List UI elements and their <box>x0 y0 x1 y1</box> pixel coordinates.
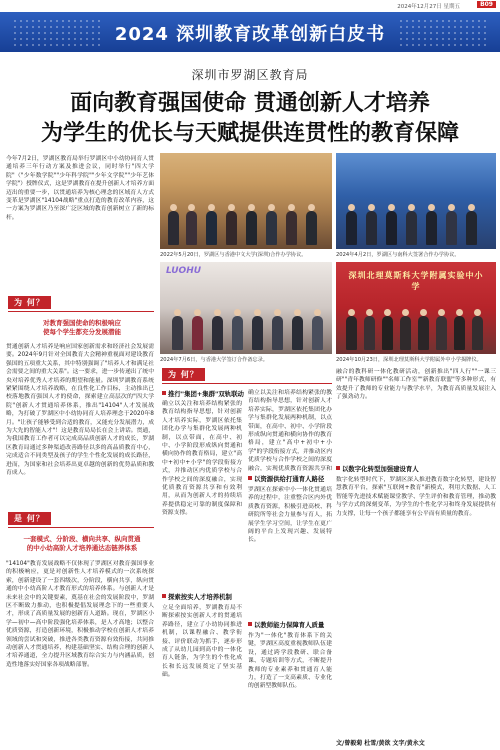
section-heading-1: 对教育强国使命的积极响应 使每个学生都充分发展潜能 <box>43 319 121 336</box>
subsection-body-talent: 立足全面培养，罗湖教育局不断探索按实创新人才的贯通培养路径，建立了小幼协同推进机制，以课程融合、教学衔接、评价联动为抓手，逐步形成了从幼儿园到高中的一体化育人链条，为学生的个性化成长和长远发展奠定了坚实基础。 <box>162 605 242 679</box>
subheading-dual-track: 推行"集团+集群"双轨联动 <box>162 389 244 398</box>
subheading-digital-transformation: 以数字化转型加强建设育人 <box>336 464 419 473</box>
lead-paragraph: 今年7月2日，罗湖区教育局举行罗湖区中小幼协同育人贯通培养三年行动方案及推进会议，同时举行"四大学院"（"少年数学院""少年科学院""少年文学院""少年艺体学院"）授牌仪式，这是罗湖教育在提升创新人才培养方面迈出的重要一步，以贯通培养为核心理念的区域育人方式变革是罗湖区"14104战略"重点打造的教育改革内容，这一方案为罗湖区乃至深广泛区域的教育创新树立了新的标杆。 <box>6 156 154 221</box>
organization-name: 深圳市罗湖区教育局 <box>191 68 309 82</box>
photo-people <box>342 203 490 245</box>
photo-people <box>166 308 326 350</box>
subheading-talent-mechanism: 探索按实人才培养机制 <box>162 592 232 601</box>
photo-signing-cuhk <box>160 153 332 249</box>
section-tag-what: 是 何？ <box>8 512 51 525</box>
section-tag-why-2: 为 何？ <box>162 368 205 381</box>
subheading-resource-supply: 以资源供给打通育人路径 <box>248 474 324 483</box>
page-meta <box>0 0 500 10</box>
banner-title: 2024 深圳教育改革创新白皮书 <box>114 24 386 45</box>
banner <box>0 12 500 52</box>
photo-caption-1: 2022年5月20日，罗湖区与香港中文大学(深圳)合作办学协议。 <box>160 252 307 258</box>
section-rule <box>162 383 332 384</box>
page-number: B09 <box>477 1 496 8</box>
photo-caption-2: 2024年4月2日，罗湖区与南科大签署合作办学协议。 <box>336 252 460 258</box>
photo-hku-memorandum <box>160 262 332 354</box>
author-credit: 文/曾毅菊 杜雪/黄欲 文字/黄永文 <box>336 740 425 747</box>
photo-signing-sustech <box>336 153 496 249</box>
luohu-wordmark: LUOHU <box>166 266 202 276</box>
right-column-body-1: 融合的教科研一体化教研活动，创新推出"四人行""一课三研""青年教师研修""名师工作室""新教育联盟"等多种形式，有效提升了教师的专业能力与教学水平，为教育高质量发展注入了强劲动力。 <box>336 369 496 401</box>
section-rule <box>8 311 154 312</box>
subsection-body-dual-track: 确立以关注和培养结构紧张的教育结构指导思想，针对创新人才培养实际，罗湖区依托集团化办学与集群化发展两种机制，以点带面，在高中、初中、小学阶段形成纵向贯通和横向协作的教育格局，建立"高中+初中+小学"的学段衔接方式，并推动区内优质学校与合作学校之间的深度融合，实现优质教育资源共享和有效利用，从而为创新人才的持续培养提供稳定可靠的制度保障和资源支撑。 <box>162 401 242 517</box>
photo-people <box>166 203 326 245</box>
photo-people <box>342 308 490 350</box>
section-rule <box>8 527 154 528</box>
school-name-backdrop: 深圳北理莫斯科大学附属实验中小学 <box>348 271 484 291</box>
headline-line-2: 为学生的优长与天赋提供连贯性的教育保障 <box>40 120 459 146</box>
subsection-body-teachers: 作为"一体化"教育体系下的关键，罗湖区高度重视教师队伍建设，通过跨学段教研、联合备课、专题培训等方式，不断提升教师的专业素养和贯通育人能力，打造了一支高素质、专业化的创新型教师队伍。 <box>248 633 332 690</box>
photo-caption-4: 2024年10月23日，深圳北理莫斯科大学附属外中小学揭牌仪。 <box>336 357 482 363</box>
section-tag-why-1: 为 何？ <box>8 296 51 309</box>
photo-caption-3: 2024年7月6日，与香港大学签订合作备忘录。 <box>160 357 268 363</box>
subheading-teacher-quality: 以教师能力保障育人质量 <box>248 620 324 629</box>
right-column-body-2: 数字化转型时代下，罗湖区深入推进教育数字化转型，建设智慧教育平台，探索"互联网+教育"新模式，利用大数据、人工智能等先进技术赋能课堂教学、学生评价和教育管理，推动教与学方式的深刻变革，为学生的个性化学习和终身发展提供有力支撑，让每一个孩子都能享有公平而有质量的教育。 <box>336 477 496 517</box>
subsection-body-resources: 罗湖区在探索中小一体化贯通培养的过程中，注重整合区内外优质教育资源，积极引进高校、科研院所等社会力量参与育人，拓展学生学习空间，让学生在更广阔的平台上发现兴趣、发展特长。 <box>248 487 332 544</box>
section-body-1: 贯通创新人才培养是响应国家创新需求和经济社会发展需要。2024年9月针对全国教育大会精神重视面对建设教育强国的五项重大关系，其中特别强调了"培养人才和满足社会需要之间的重大关系"。这一要求，进一步传递出了统中央对培养优秀人才培养的期望和能量。深圳罗湖教育系统紧紧围绕人才培养战略，在良性化工作目标，主动推出已校落地教育强国人才的使命，探索建立高层次的"四大学院"创新人才贯通培养体系，推出"14104"人才发展战略，为打破了罗湖区中小幼协同育人培养理念于2020年8月。"让孩子能够受到合适的教育，又能充分发展潜力，成为大先的智能人才"！这是教育局局长在会上讲话。贯通，为我国教育工作者可以完成高品质创新人才的成长，罗湖区教育局通过多种渠道改善路径以多的高品质教育中心，完成适合不同类型及孩子的学生个性化发展的成长路径，进而，为国家和社会培养出更卓越的创新的优势品质和教育成人。 <box>6 344 154 477</box>
headline-line-1: 面向教育强国使命 贯通创新人才培养 <box>70 90 430 116</box>
section-body-2: "14104"教育发展战略不仅体现了罗湖区对教育强国事业的积极响应，更是对创新性人才培养模式的一次系统探索，创新建设了一套四级次，分阶段，横向共享，纵向贯通的中小幼高阶人才教育形式的培养体系。与创新人才是未来社会中的关键要素，奠基在社会的发展阶段中，罗湖区不断致力推动，也积极提倡发展理念下的一些重要人才，形成了高质量发展的创新育人道路。现在，罗湖区小学—初中—高中阶段强化培养体系，是人才高地；以整合优质资源，打造创新环境，积极推动学校在创新人才培养领域的尝试和突破，推进各类教育资源有效衔接，共同推动创新人才贯通培养，构建基础坚实、结构合理的创新人才培养通道，全力提升区域教育综合实力与内涵品质，创造性地落实好国家各项战略部署。 <box>6 561 154 668</box>
photo-school-unveiling <box>336 262 496 354</box>
issue-date: 2024年12月27日 星期五 <box>397 4 460 10</box>
subsection-body-continued: 确立以关注和培养结构紧张的教育结构指导思想，针对创新人才培养实际，罗湖区依托集团化办学与集群化发展两种机制，以点带面，在高中、初中、小学阶段形成纵向贯通和横向协作的教育格局，建立"高中+初中+小学"的学段衔接方式，并推动区内优质学校与合作学校之间的深度融合，实现优质教育资源共享和 <box>248 390 332 471</box>
section-heading-2: 一套模式、分阶段、横向共享、纵向贯通 的中小幼高阶人才培养通达态链养体系 <box>23 535 141 552</box>
